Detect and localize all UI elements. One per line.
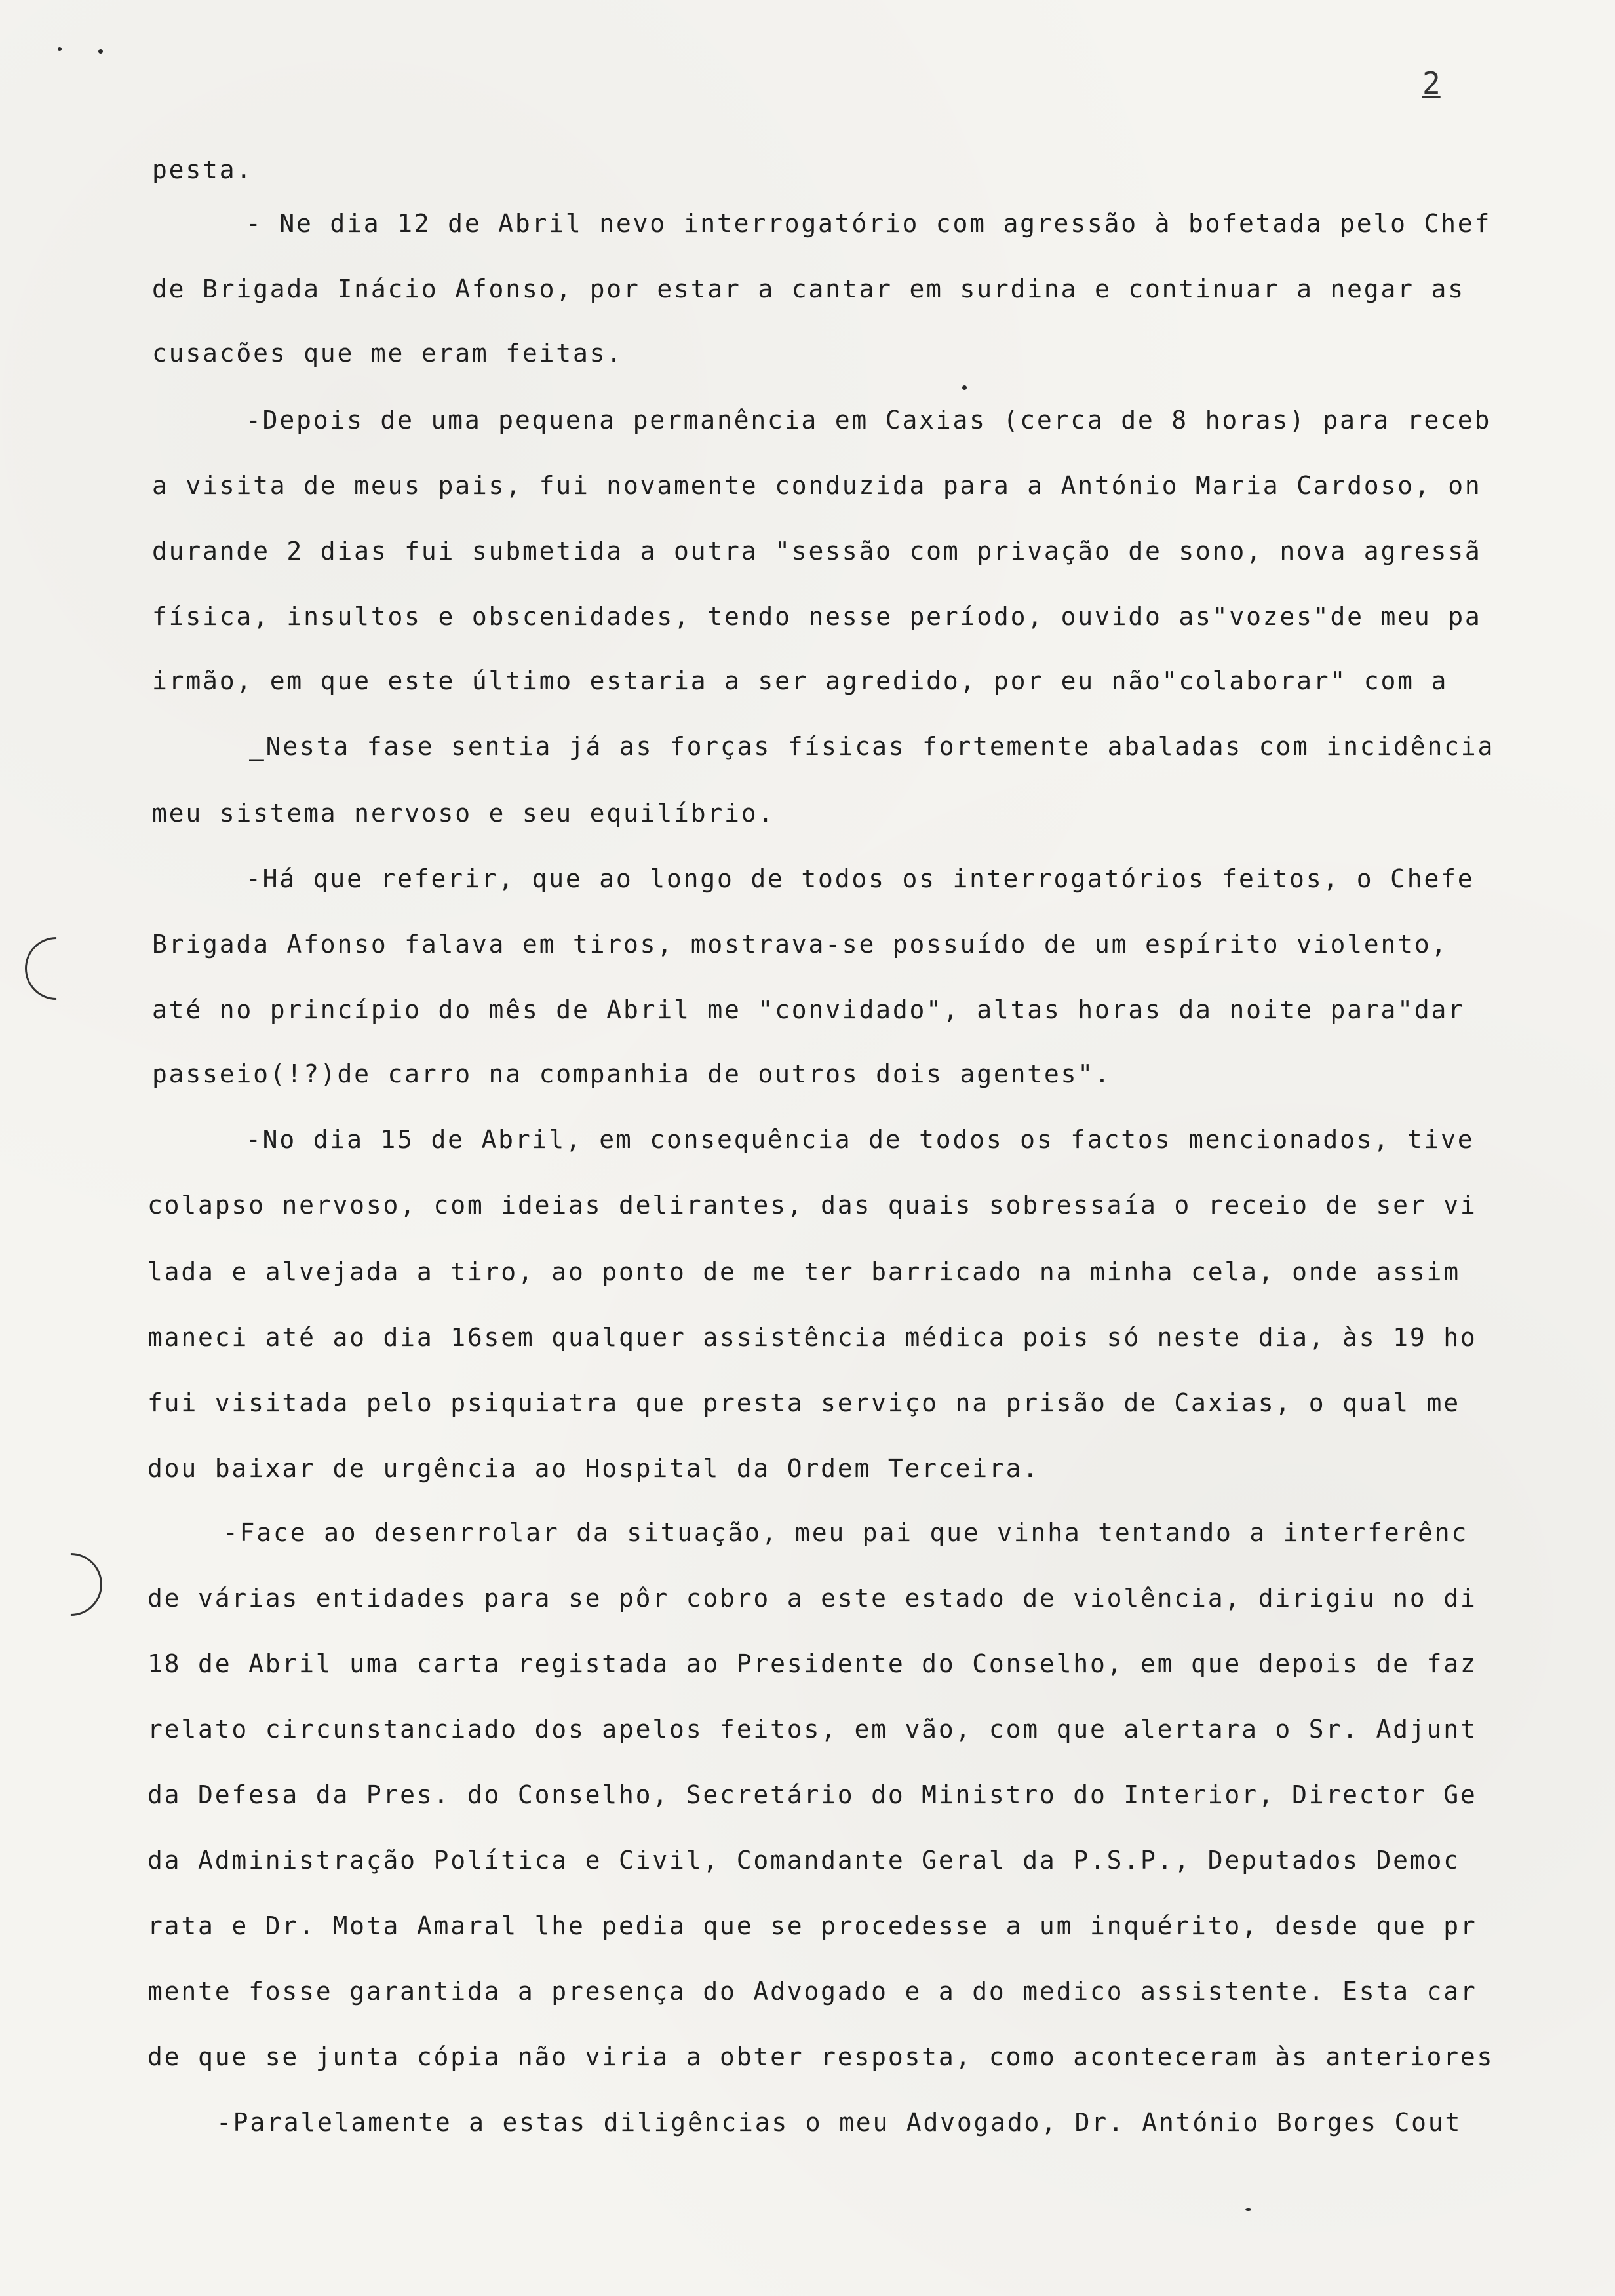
text-line: irmão, em que este último estaria a ser agredido, por eu não"colaborar" com a [152,666,1449,695]
text-line: dou baixar de urgência ao Hospital da Ordem Terceira. [147,1454,1040,1483]
text-line: física, insultos e obscenidades, tendo nesse período, ouvido as"vozes"de meu pa [152,602,1482,631]
text-line: fui visitada pelo psiquiatra que presta serviço na prisão de Caxias, o qual me [147,1388,1460,1417]
margin-bracket-mark [26,1540,115,1629]
text-line: mente fosse garantida a presença do Advogado e a do medico assistente. Esta car [147,1977,1477,2006]
text-line: de que se junta cópia não viria a obter resposta, como aconteceram às anteriores [147,2042,1494,2071]
text-line: Brigada Afonso falava em tiros, mostrava-se possuído de um espírito violento, [152,930,1449,959]
text-line: cusacões que me eram feitas. [152,339,623,368]
ink-speck [58,47,62,51]
text-line: passeio(!?)de carro na companhia de outros dois agentes". [152,1060,1112,1088]
text-line: da Defesa da Pres. do Conselho, Secretário do Ministro do Interior, Director Ge [147,1780,1477,1809]
text-line: até no princípio do mês de Abril me "convidado", altas horas da noite para"dar [152,995,1465,1024]
text-line: maneci até ao dia 16sem qualquer assistência médica pois só neste dia, às 19 ho [147,1323,1477,1352]
text-line: da Administração Política e Civil, Comandante Geral da P.S.P., Deputados Democ [147,1846,1460,1875]
ink-speck [1245,2208,1251,2211]
text-line: _Nesta fase sentia já as forças físicas fortemente abaladas com incidência [249,732,1495,761]
text-line: a visita de meus pais, fui novamente conduzida para a António Maria Cardoso, on [152,471,1482,500]
text-line: pesta. [152,155,254,184]
text-line: lada e alvejada a tiro, ao ponto de me ter barricado na minha cela, onde assim [147,1257,1460,1286]
text-line: de Brigada Inácio Afonso, por estar a cantar em surdina e continuar a negar as [152,275,1465,303]
text-line: -Paralelamente a estas diligências o meu Advogado, Dr. António Borges Cout [216,2108,1462,2137]
text-line: -Há que referir, que ao longo de todos os interrogatórios feitos, o Chefe [246,864,1475,893]
text-line: 18 de Abril uma carta registada ao Presidente do Conselho, em que depois de faz [147,1649,1477,1678]
text-line: colapso nervoso, com ideias delirantes, das quais sobressaía o receio de ser vi [147,1191,1477,1219]
text-line: -Face ao desenrrolar da situação, meu pai que vinha tentando a interferênc [223,1518,1469,1547]
ink-speck [962,385,967,390]
text-line: -No dia 15 de Abril, em consequência de todos os factos mencionados, tive [246,1125,1475,1154]
text-line: durande 2 dias fui submetida a outra "sessão com privação de sono, nova agressã [152,537,1482,565]
text-line: relato circunstanciado dos apelos feitos, em vão, com que alertara o Sr. Adjunt [147,1715,1477,1744]
ink-speck [98,49,103,54]
page-number: 2 [1422,66,1441,101]
text-line: meu sistema nervoso e seu equilíbrio. [152,799,775,828]
text-line: de várias entidades para se pôr cobro a este estado de violência, dirigiu no di [147,1584,1477,1613]
text-line: - Ne dia 12 de Abril nevo interrogatório com agressão à bofetada pelo Chef [246,209,1492,238]
margin-bracket-mark [12,924,101,1013]
text-line: -Depois de uma pequena permanência em Caxias (cerca de 8 horas) para receb [246,406,1492,434]
text-line: rata e Dr. Mota Amaral lhe pedia que se procedesse a um inquérito, desde que pr [147,1911,1477,1940]
